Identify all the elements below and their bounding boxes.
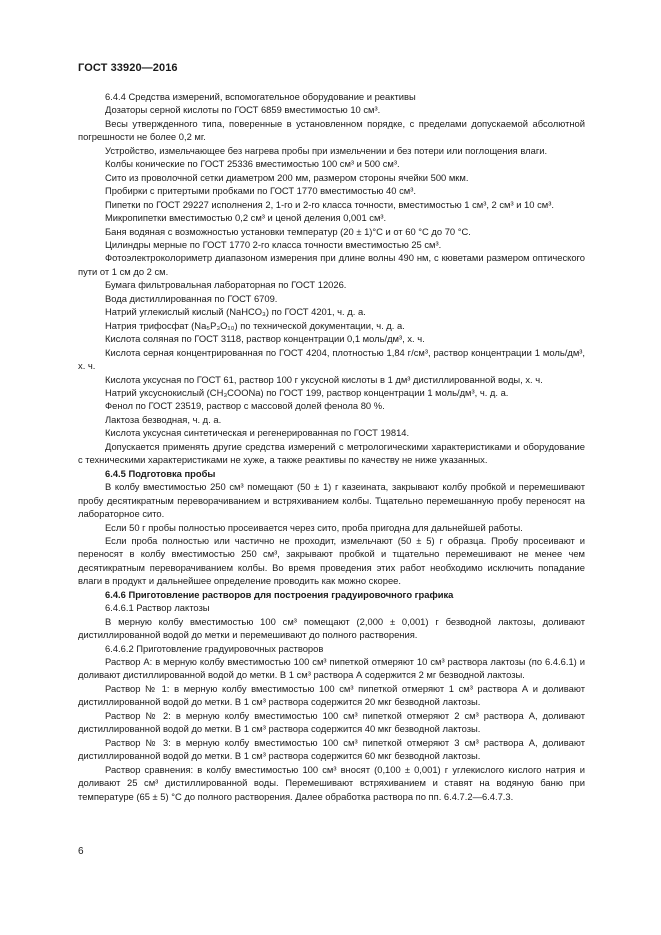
page-number: 6 <box>78 846 84 857</box>
paragraph: Дозаторы серной кислоты по ГОСТ 6859 вместимостью 10 см³. <box>105 104 381 116</box>
paragraph: 6.4.6.1 Раствор лактозы <box>105 602 210 614</box>
paragraph: Раствор № 3: в мерную колбу вместимостью 100 см³ пипеткой отмеряют 3 см³ раствора А, доливают дистиллированной водой до метки. В 1 см³ раствора содержится 60 мкг безводной лактозы. <box>78 736 585 762</box>
paragraph: Если 50 г пробы полностью просеивается через сито, проба пригодна для дальнейшей работы. <box>105 521 523 533</box>
paragraph: Вода дистиллированная по ГОСТ 6709. <box>105 292 278 304</box>
paragraph: Раствор сравнения: в колбу вместимостью 100 см³ вносят (0,100 ± 0,001) г углекислого кислого натрия и доливают 25 см³ дистиллированной воды. Перемешивают встряхиванием и ставят на водяную баню при температуре (65 ± 5) °С до полного растворения. Далее обработка раствора по пп. 6.4.7.2—6.4.7.3. <box>78 763 585 802</box>
paragraph: Кислота серная концентрированная по ГОСТ 4204, плотностью 1,84 г/см³, раствор концентрации 1 моль/дм³, х. ч. <box>78 346 585 372</box>
paragraph: Фотоэлектроколориметр диапазоном измерения при длине волны 490 нм, с кюветами размером оптического пути от 1 см до 2 см. <box>78 252 585 277</box>
paragraph: Кислота уксусная синтетическая и регенерированная по ГОСТ 19814. <box>105 427 410 439</box>
paragraph: 6.4.4 Средства измерений, вспомогательное оборудование и реактивы <box>105 91 416 102</box>
paragraph: Раствор № 1: в мерную колбу вместимостью 100 см³ пипеткой отмеряют 1 см³ раствора А и доливают дистиллированной водой до метки. В 1 см³ раствора содержится 20 мкг безводной лактозы. <box>78 682 585 708</box>
paragraph: Натрия трифосфат (Na₅P₃O₁₀) по технической документации, ч. д. а. <box>105 319 405 331</box>
paragraph: В мерную колбу вместимостью 100 см³ помещают (2,000 ± 0,001) г безводной лактозы, доливают дистиллированной водой до метки и перемешивают до полного растворения. <box>78 615 585 641</box>
paragraph: Микропипетки вместимостью 0,2 см³ и ценой деления 0,001 см³. <box>105 212 387 224</box>
paragraph: Натрий уксуснокислый (CH₃COONa) по ГОСТ 199, раствор концентрации 1 моль/дм³, ч. д. а. <box>105 386 509 398</box>
paragraph: Баня водяная с возможностью установки температур (20 ± 1)°С и от 60 °С до 70 °С. <box>105 225 471 237</box>
paragraph: 6.4.6.2 Приготовление градуировочных растворов <box>105 642 324 654</box>
paragraph: Фенол по ГОСТ 23519, раствор с массовой долей фенола 80 %. <box>105 400 385 412</box>
paragraph: Устройство, измельчающее без нагрева пробы при измельчении и без потери или поглощения влаги. <box>105 144 548 156</box>
paragraph: Пипетки по ГОСТ 29227 исполнения 2, 1-го и 2-го класса точности, вместимостью 1 см³, 2 см³ и 10 см³. <box>105 198 554 210</box>
paragraph: Натрий углекислый кислый (NaHCO₃) по ГОСТ 4201, ч. д. а. <box>105 306 366 318</box>
paragraph: Допускается применять другие средства измерений с метрологическими характеристиками и оборудование с техническими характеристиками не хуже, а также реактивы по качеству не ниже указанных. <box>78 440 585 466</box>
paragraph: Кислота соляная по ГОСТ 3118, раствор концентрации 0,1 моль/дм³, х. ч. <box>105 333 425 345</box>
paragraph: Бумага фильтровальная лабораторная по ГОСТ 12026. <box>105 279 347 291</box>
paragraph: В колбу вместимостью 250 см³ помещают (50 ± 1) г казеината, закрывают колбу пробкой и перемешивают пробу десятикратным переворачиванием и встряхиванием колбы. Тщательно перемешанную пробу переносят на лабораторное сито. <box>78 481 585 520</box>
document-header: ГОСТ 33920—2016 <box>78 62 178 74</box>
paragraph: Кислота уксусная по ГОСТ 61, раствор 100 г уксусной кислоты в 1 дм³ дистиллированной воды, х. ч. <box>105 373 543 385</box>
paragraph: Раствор № 2: в мерную колбу вместимостью 100 см³ пипеткой отмеряют 2 см³ раствора А, доливают дистиллированной водой до метки. В 1 см³ раствора содержится 40 мкг безводной лактозы. <box>78 709 585 735</box>
paragraph: Если проба полностью или частично не проходит, измельчают (50 ± 5) г образца. Пробу просеивают и переносят в колбу вместимостью 250 см³, закрывают пробкой и тщательно перемешивают не менее чем десятикратным переворачиванием колбы. Во время проведения этих работ необходимо исключить попадание влаги в продукт и дальнейшее определение проводить как можно скорее. <box>78 534 585 587</box>
section-heading: 6.4.5 Подготовка пробы <box>105 467 216 479</box>
paragraph: Лактоза безводная, ч. д. а. <box>105 413 222 425</box>
paragraph: Раствор А: в мерную колбу вместимостью 100 см³ пипеткой отмеряют 10 см³ раствора лактозы (по 6.4.6.1) и доливают дистиллированной водой до метки. В 1 см³ раствора А содержится 2 мг безводной лактозы. <box>78 656 585 681</box>
section-heading: 6.4.6 Приготовление растворов для построения градуировочного графика <box>105 588 454 600</box>
paragraph: Весы утвержденного типа, поверенные в установленном порядке, с пределами допускаемой абсолютной погрешности не более 0,2 мг. <box>78 117 585 143</box>
paragraph: Пробирки с притертыми пробками по ГОСТ 1770 вместимостью 40 см³. <box>105 185 416 197</box>
paragraph: Сито из проволочной сетки диаметром 200 мм, размером стороны ячейки 500 мкм. <box>105 171 469 183</box>
document-body <box>78 90 585 803</box>
paragraph: Колбы конические по ГОСТ 25336 вместимостью 100 см³ и 500 см³. <box>105 158 400 170</box>
paragraph: Цилиндры мерные по ГОСТ 1770 2-го класса точности вместимостью 25 см³. <box>105 238 442 250</box>
